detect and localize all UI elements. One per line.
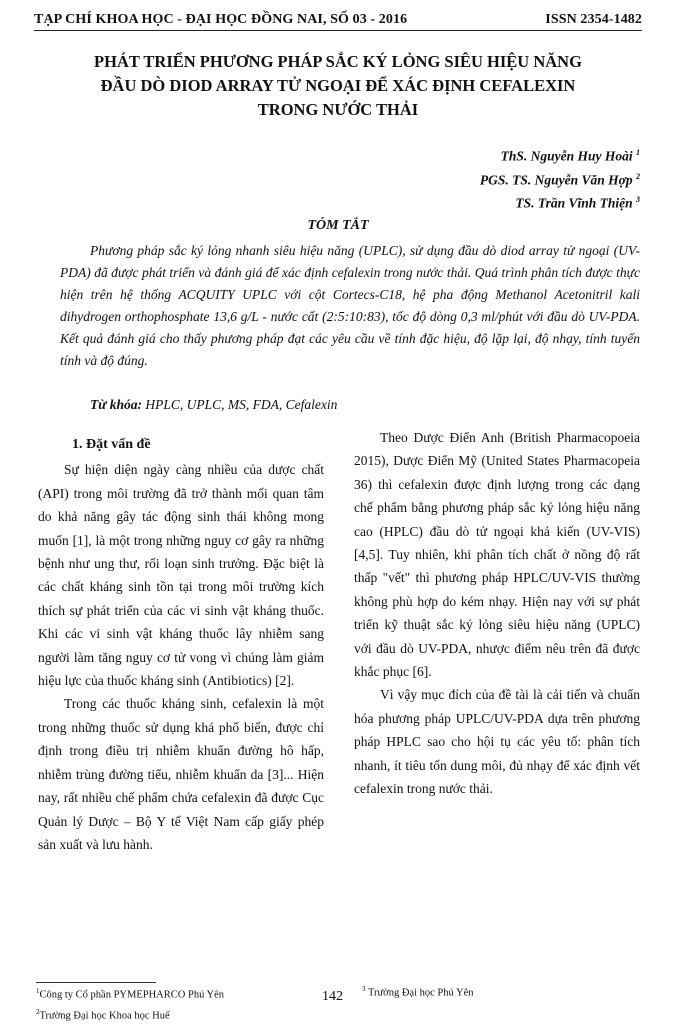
paragraph: Sự hiện diện ngày càng nhiều của dược chất (API) trong môi trường đã trở thành mối quan tâm do khả năng gây tác động sinh thái không mong muốn [1], là một trong những nguy cơ gây ra những bệnh như ung thư, rối loạn sinh trưởng. Đặc biệt là các chất kháng sinh tồn tại trong môi trường kích thích sự phát triển của các vi sinh vật kháng thuốc. Khi các vi sinh vật kháng thuốc lây nhiễm sang người làm tăng nguy cơ tử vong vì chúng làm giảm hiệu lực của thuốc kháng sinh (Antibiotics) [2].: [38, 462, 324, 689]
author-3: TS. Trần Vĩnh Thiện $^3$: [515, 195, 640, 211]
footnote-1: $^1$Công ty Cổ phần PYMEPHARCO Phú Yên: [36, 987, 225, 1001]
paragraph: Trong các thuốc kháng sinh, cefalexin là một trong những thuốc sử dụng khá phổ biến, được chỉ định trong điều trị nhiễm khuẩn đường hô hấp, nhiễm trùng đường tiểu, nhiễm khuẩn da [3]... Hiện nay, rất nhiều chế phẩm chứa cefalexin đã được Cục Quản lý Dược – Bộ Y tế Việt Nam cấp giấy phép sản xuất và lưu hành.: [38, 696, 324, 852]
author-3-affiliation: 3: [636, 195, 640, 204]
footnote-2: $^2$Trường Đại học Khoa học Huế: [36, 1007, 170, 1021]
running-header: [34, 6, 642, 31]
issn: ISSN 2354-1482: [545, 12, 642, 27]
author-list: [480, 143, 640, 214]
page-number: 142: [322, 989, 343, 1004]
abstract-body: Phương pháp sắc ký lỏng nhanh siêu hiệu năng (UPLC), sử dụng đầu dò diod array tử ngoại (UV-PDA) đã được phát triển và đánh giá để xác định cefalexin trong nước thải. Quá trình phân tích được thực hiện trên hệ thống ACQUITY UPLC với cột Cortecs-C18, hệ pha động Methanol Acetonitril kali dihydrogen orthophosphate 13,6 g/L - nước cất (2:5:10:83), tốc độ dòng 0,3 ml/phút với đầu dò UV-PDA. Kết quả đánh giá cho thấy phương pháp đạt các yêu cầu về tính đặc hiệu, độ lặp lại, độ nhạy, tính tuyến tính và độ đúng.: [60, 243, 640, 368]
footnotes-left: [36, 983, 224, 1024]
keywords: [90, 397, 640, 413]
title-line-2: ĐẦU DÒ DIOD ARRAY TỬ NGOẠI ĐỂ XÁC ĐỊNH CEFALEXIN: [100, 76, 576, 95]
paragraph: Theo Dược Điển Anh (British Pharmacopoeia 2015), Dược Điển Mỹ (United States Pharmacopeia 36) thì cefalexin được định lượng trong các dạng chế phẩm bằng phương pháp sắc ký lỏng hiệu năng cao (HPLC) đầu dò tử ngoại khả kiến (UV-VIS) [4,5]. Tuy nhiên, khi phân tích chất ở nồng độ rất thấp "vết" thì phương pháp HPLC/UV-VIS thường không phù hợp do kém nhạy. Hiện nay với sự phát triển kỹ thuật sắc ký lỏng siêu hiệu năng (UPLC) với đầu dò UV-PDA, nhược điểm nêu trên đã được khắc phục [6].: [354, 430, 640, 680]
keywords-label: Từ khóa:: [90, 397, 142, 412]
section-heading: 1. Đặt vấn đề: [72, 437, 151, 452]
author-1: ThS. Nguyễn Huy Hoài $^1$: [500, 148, 640, 164]
author-1-affiliation: 1: [636, 148, 640, 157]
article-title: [40, 50, 636, 122]
abstract-heading: TÓM TẮT: [307, 218, 369, 233]
paragraph: Vì vậy mục đích của đề tài là cải tiến và chuẩn hóa phương pháp UPLC/UV-PDA dựa trên phương pháp HPLC sao cho hội tụ các yêu tố: phân tích nhanh, ít tiêu tốn dung môi, đủ nhạy để xác định vết cefalexin trong nước thải.: [354, 687, 640, 797]
right-column: [354, 426, 640, 801]
author-2: PGS. TS. Nguyễn Văn Hợp $^2$: [479, 171, 640, 187]
left-column: [38, 433, 324, 856]
title-line-1: PHÁT TRIỂN PHƯƠNG PHÁP SẮC KÝ LỎNG SIÊU HIỆU NĂNG: [94, 52, 582, 71]
journal-name: TẠP CHÍ KHOA HỌC - ĐẠI HỌC ĐỒNG NAI, SỐ 03 - 2016: [34, 12, 408, 27]
keywords-list: HPLC, UPLC, MS, FDA, Cefalexin: [145, 397, 338, 412]
author-2-affiliation: 2: [636, 171, 640, 181]
title-line-3: TRONG NƯỚC THẢI: [257, 100, 419, 119]
footnote-3: $^3$ Trường Đại học Phú Yên: [362, 985, 474, 999]
